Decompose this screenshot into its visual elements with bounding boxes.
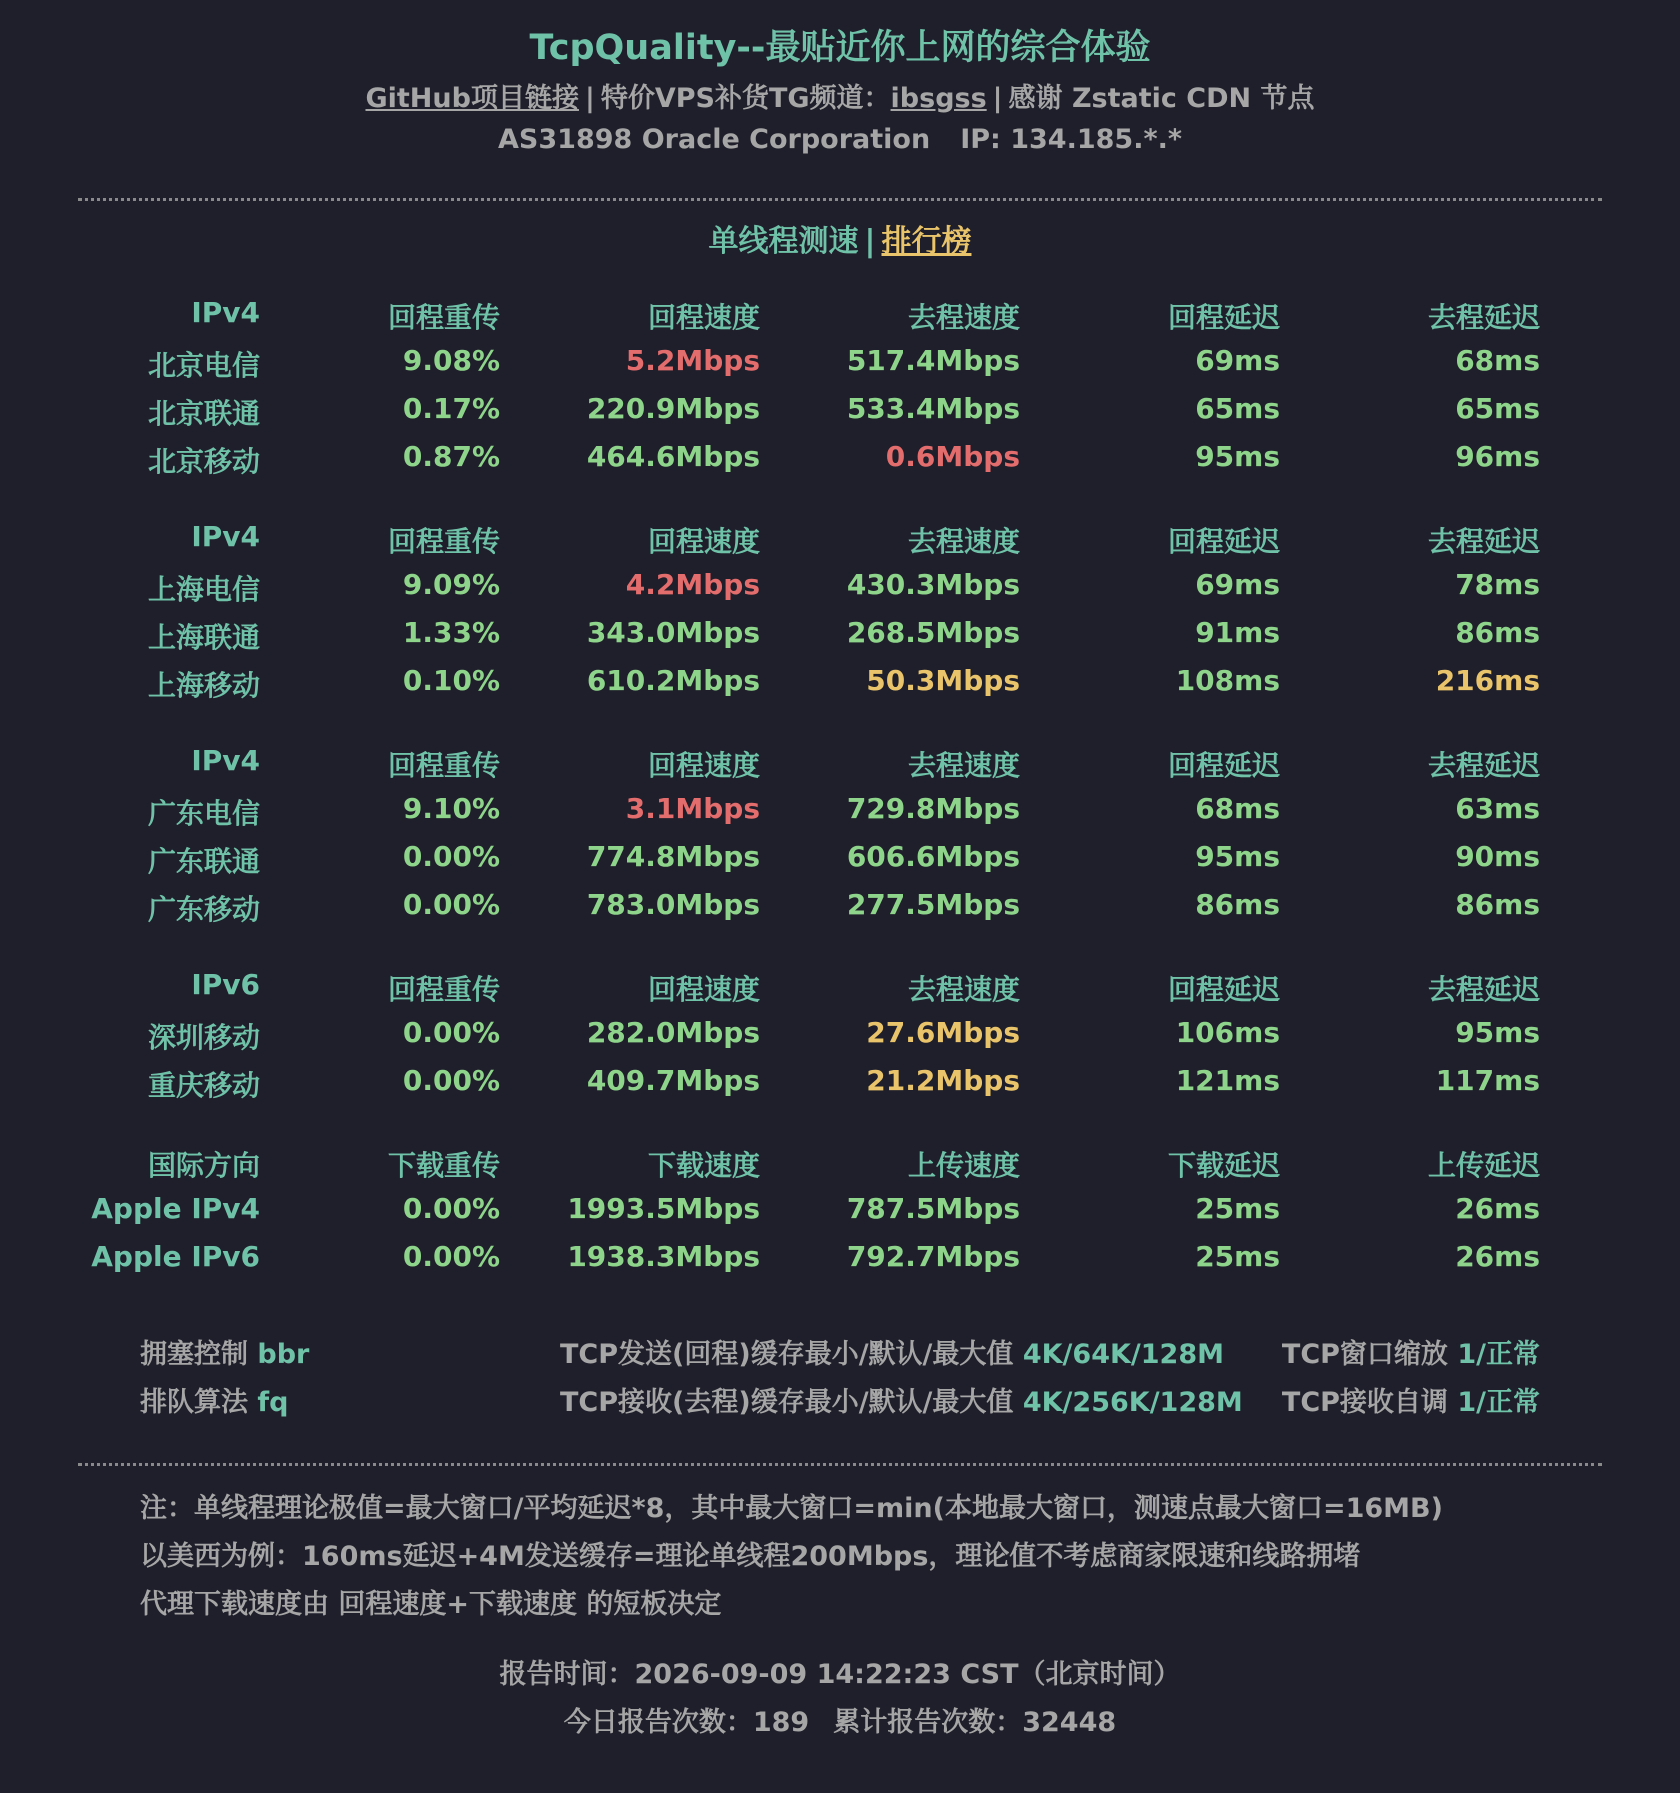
column-header: 回程速度	[647, 973, 760, 1006]
column-header: IPv4	[191, 744, 260, 777]
total-count: 累计报告次数：32448	[833, 1707, 1117, 1738]
table-cell: 1993.5Mbps	[567, 1192, 760, 1225]
table-cell: 95ms	[1195, 440, 1280, 473]
table-cell: 277.5Mbps	[846, 888, 1020, 921]
window-scaling: TCP窗口缩放 1/正常	[1281, 1339, 1540, 1370]
table-cell: 86ms	[1195, 888, 1280, 921]
column-header: 回程延迟	[1167, 973, 1280, 1006]
table-cell: 1938.3Mbps	[567, 1240, 760, 1273]
column-header: 回程重传	[387, 525, 500, 558]
table-cell: 86ms	[1455, 888, 1540, 921]
divider-bottom	[78, 1463, 1602, 1466]
column-header: IPv6	[191, 968, 260, 1001]
table-row	[0, 1016, 1680, 1064]
ip-text: IP: 134.185.*.*	[960, 124, 1182, 155]
table-cell: 9.10%	[402, 792, 500, 825]
table-cell: 0.00%	[402, 888, 500, 921]
divider-top	[78, 198, 1602, 201]
column-header: 回程延迟	[1167, 301, 1280, 334]
table-cell: 409.7Mbps	[586, 1064, 760, 1097]
table-cell: 0.00%	[402, 1064, 500, 1097]
table-cell: 96ms	[1455, 440, 1540, 473]
table-cell: 3.1Mbps	[625, 792, 760, 825]
table-cell: 1.33%	[402, 616, 500, 649]
column-header: 去程速度	[907, 973, 1020, 1006]
table-row	[0, 568, 1680, 616]
column-header: 回程重传	[387, 973, 500, 1006]
table-cell: 108ms	[1175, 664, 1280, 697]
today-count: 今日报告次数：189	[563, 1707, 810, 1738]
recv-buffer: TCP接收(去程)缓存最小/默认/最大值 4K/256K/128M	[560, 1387, 1243, 1418]
table-cell: 0.00%	[402, 840, 500, 873]
table-cell: 90ms	[1455, 840, 1540, 873]
table-cell: 117ms	[1435, 1064, 1540, 1097]
note-line: 以美西为例：160ms延迟+4M发送缓存=理论单线程200Mbps，理论值不考虑商家限速和线路拥堵	[140, 1541, 1361, 1572]
table-cell: 25ms	[1195, 1192, 1280, 1225]
table-cell: 95ms	[1195, 840, 1280, 873]
column-header: 回程速度	[647, 749, 760, 782]
network-info	[0, 124, 1680, 155]
table-cell: 69ms	[1195, 344, 1280, 377]
table-cell: 220.9Mbps	[586, 392, 760, 425]
table-cell: 430.3Mbps	[846, 568, 1020, 601]
tab-single-thread[interactable]: 单线程测速	[708, 224, 859, 259]
node-name: 深圳移动	[147, 1021, 260, 1054]
separator: |	[864, 224, 876, 259]
node-name: 广东移动	[147, 893, 260, 926]
table-cell: 533.4Mbps	[846, 392, 1020, 425]
column-header: 回程重传	[387, 301, 500, 334]
table-cell: 121ms	[1175, 1064, 1280, 1097]
node-name: 重庆移动	[147, 1069, 260, 1102]
table-cell: 25ms	[1195, 1240, 1280, 1273]
table-cell: 5.2Mbps	[625, 344, 760, 377]
table-cell: 91ms	[1195, 616, 1280, 649]
column-header: 去程延迟	[1427, 525, 1540, 558]
note-line: 代理下载速度由 回程速度+下载速度 的短板决定	[140, 1589, 722, 1620]
table-cell: 268.5Mbps	[846, 616, 1020, 649]
table-row	[0, 344, 1680, 392]
table-cell: 95ms	[1455, 1016, 1540, 1049]
table-cell: 517.4Mbps	[846, 344, 1020, 377]
separator: |	[584, 83, 595, 114]
report-time: 报告时间：2026-09-09 14:22:23 CST（北京时间）	[499, 1659, 1181, 1690]
table-cell: 50.3Mbps	[866, 664, 1020, 697]
table-header-row	[0, 1144, 1680, 1192]
node-name: 上海电信	[147, 573, 260, 606]
table-cell: 9.08%	[402, 344, 500, 377]
node-name: Apple IPv6	[91, 1240, 260, 1273]
table-cell: 0.00%	[402, 1016, 500, 1049]
table-row	[0, 664, 1680, 712]
table-row	[0, 1064, 1680, 1112]
node-name: 上海联通	[147, 621, 260, 654]
table-row	[0, 440, 1680, 488]
table-header-row	[0, 968, 1680, 1016]
table-row	[0, 1240, 1680, 1288]
column-header: 回程速度	[647, 525, 760, 558]
node-name: 上海移动	[147, 669, 260, 702]
table-cell: 65ms	[1455, 392, 1540, 425]
table-cell: 774.8Mbps	[586, 840, 760, 873]
column-header: 回程速度	[647, 301, 760, 334]
table-cell: 9.09%	[402, 568, 500, 601]
column-header: 上传速度	[907, 1149, 1020, 1182]
column-header: 去程延迟	[1427, 749, 1540, 782]
table-row	[0, 840, 1680, 888]
congestion-control: 拥塞控制 bbr	[140, 1339, 310, 1370]
column-header: 上传延迟	[1427, 1149, 1540, 1182]
rcv-autotune: TCP接收自调 1/正常	[1281, 1387, 1540, 1418]
node-name: 北京移动	[147, 445, 260, 478]
table-cell: 21.2Mbps	[866, 1064, 1020, 1097]
report-counts	[0, 1700, 1680, 1739]
table-header-row	[0, 744, 1680, 792]
table-cell: 343.0Mbps	[586, 616, 760, 649]
table-cell: 0.17%	[402, 392, 500, 425]
vps-text: 特价VPS补货TG频道：	[600, 83, 891, 114]
table-cell: 78ms	[1455, 568, 1540, 601]
table-cell: 216ms	[1435, 664, 1540, 697]
table-cell: 0.6Mbps	[885, 440, 1020, 473]
table-header-row	[0, 296, 1680, 344]
github-link[interactable]: GitHub项目链接	[365, 83, 579, 114]
node-name: 广东联通	[147, 845, 260, 878]
table-cell: 27.6Mbps	[866, 1016, 1020, 1049]
table-cell: 783.0Mbps	[586, 888, 760, 921]
table-row	[0, 792, 1680, 840]
column-header: IPv4	[191, 520, 260, 553]
table-cell: 610.2Mbps	[586, 664, 760, 697]
table-cell: 606.6Mbps	[846, 840, 1020, 873]
table-cell: 86ms	[1455, 616, 1540, 649]
thanks-text: 感谢 Zstatic CDN 节点	[1008, 83, 1315, 114]
table-row	[0, 616, 1680, 664]
table-cell: 282.0Mbps	[586, 1016, 760, 1049]
node-name: 北京电信	[147, 349, 260, 382]
table-cell: 0.00%	[402, 1192, 500, 1225]
node-name: Apple IPv4	[91, 1192, 260, 1225]
asn-text: AS31898 Oracle Corporation	[498, 124, 931, 155]
table-row	[0, 392, 1680, 440]
table-cell: 26ms	[1455, 1192, 1540, 1225]
table-cell: 63ms	[1455, 792, 1540, 825]
column-header: 去程速度	[907, 525, 1020, 558]
column-header: 回程延迟	[1167, 749, 1280, 782]
column-header: IPv4	[191, 296, 260, 329]
column-header: 去程延迟	[1427, 301, 1540, 334]
table-cell: 0.00%	[402, 1240, 500, 1273]
table-cell: 4.2Mbps	[625, 568, 760, 601]
column-header: 下载延迟	[1167, 1149, 1280, 1182]
column-header: 回程重传	[387, 749, 500, 782]
column-header: 下载重传	[387, 1149, 500, 1182]
table-cell: 729.8Mbps	[846, 792, 1020, 825]
table-cell: 787.5Mbps	[846, 1192, 1020, 1225]
table-cell: 68ms	[1195, 792, 1280, 825]
node-name: 北京联通	[147, 397, 260, 430]
table-cell: 464.6Mbps	[586, 440, 760, 473]
table-header-row	[0, 520, 1680, 568]
column-header: 回程延迟	[1167, 525, 1280, 558]
column-header: 去程速度	[907, 301, 1020, 334]
table-cell: 106ms	[1175, 1016, 1280, 1049]
table-cell: 69ms	[1195, 568, 1280, 601]
column-header: 国际方向	[147, 1149, 260, 1182]
page-title: TcpQuality--最贴近你上网的综合体验	[529, 28, 1151, 68]
column-header: 下载速度	[647, 1149, 760, 1182]
links-line	[0, 76, 1680, 115]
table-cell: 26ms	[1455, 1240, 1540, 1273]
send-buffer: TCP发送(回程)缓存最小/默认/最大值 4K/64K/128M	[560, 1339, 1224, 1370]
queue-discipline: 排队算法 fq	[140, 1387, 289, 1418]
tg-channel-link[interactable]: ibsgss	[890, 83, 987, 114]
table-cell: 0.87%	[402, 440, 500, 473]
table-cell: 792.7Mbps	[846, 1240, 1020, 1273]
separator: |	[992, 83, 1003, 114]
table-cell: 68ms	[1455, 344, 1540, 377]
table-row	[0, 888, 1680, 936]
tab-ranking[interactable]: 排行榜	[881, 224, 972, 259]
note-line: 注：单线程理论极值=最大窗口/平均延迟*8，其中最大窗口=min(本地最大窗口，测速点最大窗口=16MB)	[140, 1493, 1443, 1524]
tab-bar	[0, 216, 1680, 260]
table-cell: 65ms	[1195, 392, 1280, 425]
column-header: 去程速度	[907, 749, 1020, 782]
table-row	[0, 1192, 1680, 1240]
table-cell: 0.10%	[402, 664, 500, 697]
node-name: 广东电信	[147, 797, 260, 830]
column-header: 去程延迟	[1427, 973, 1540, 1006]
